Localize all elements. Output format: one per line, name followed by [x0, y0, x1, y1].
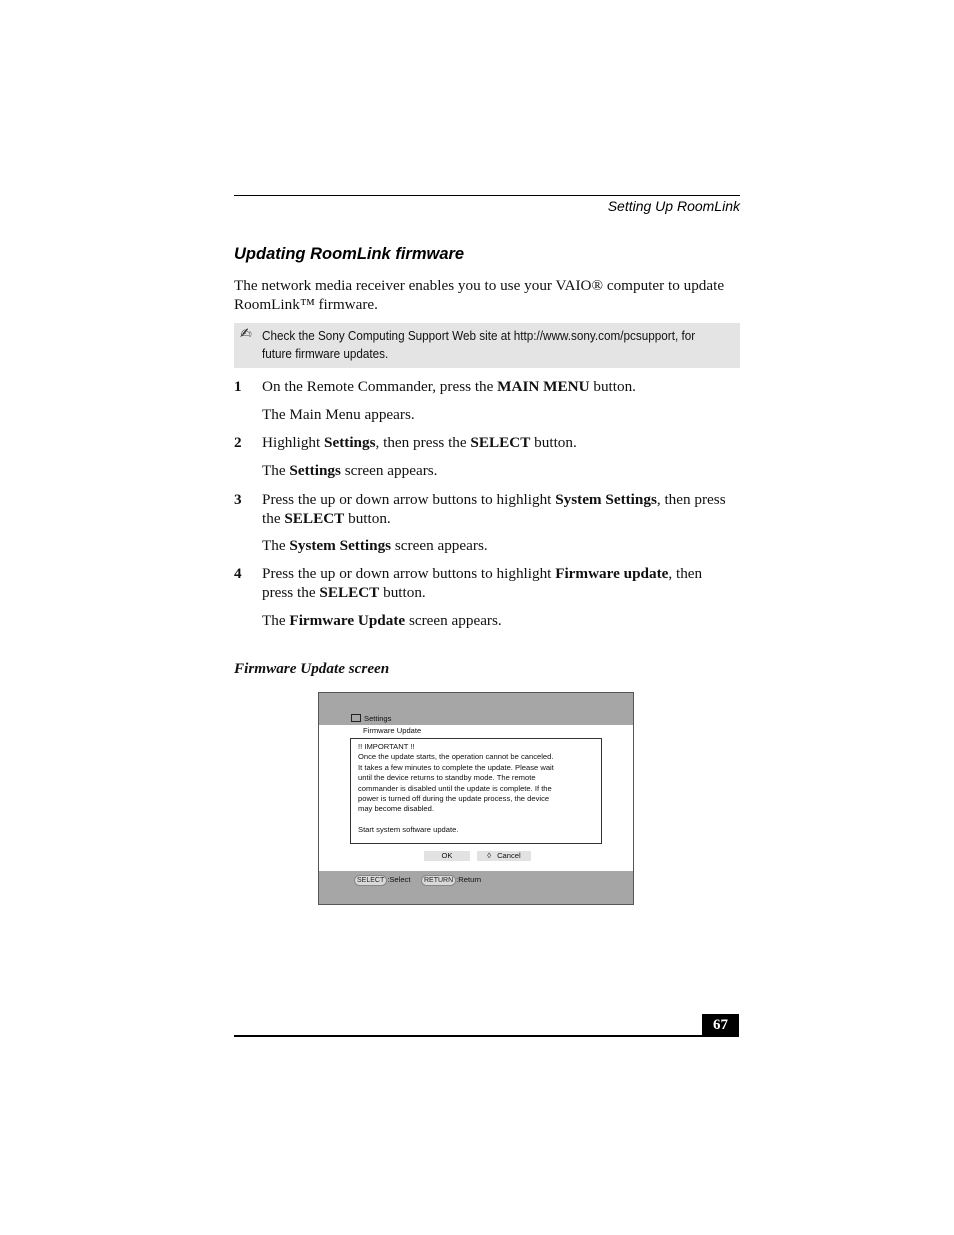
step-text-part: , then press — [656, 491, 726, 508]
step-text-part: screen appears. — [405, 612, 502, 629]
step-keyword: Settings — [289, 462, 341, 479]
ok-button[interactable]: OK — [424, 851, 470, 861]
toolbox-icon — [351, 714, 361, 722]
step-keyword: Firmware Update — [289, 612, 406, 629]
step-text-part: Highlight — [262, 434, 325, 451]
step-result — [262, 612, 742, 631]
speaker-icon: ◊ — [487, 851, 492, 860]
figure-caption: Firmware Update screen — [234, 660, 390, 677]
step-text-part: Press the up or down arrow buttons to highlight — [262, 491, 556, 508]
settings-label-text: Settings — [364, 714, 392, 723]
step-text — [262, 565, 742, 602]
step-result — [262, 537, 742, 556]
note-box — [234, 323, 740, 368]
dialog-line: It takes a few minutes to complete the update. Please wait — [358, 762, 554, 772]
step-text-part: The — [262, 462, 290, 479]
step-text-part: The — [262, 612, 290, 629]
step-text-part: screen appears. — [391, 537, 488, 554]
screen-settings-label — [351, 714, 391, 723]
step-keyword: SELECT — [470, 434, 531, 451]
dialog-line: power is turned off during the update process, the device — [358, 794, 550, 804]
running-header: Setting Up RoomLink — [607, 198, 740, 214]
firmware-update-screenshot — [318, 692, 634, 905]
step-number: 1 — [234, 378, 242, 395]
step-text-part: button. — [589, 378, 636, 395]
dialog-text — [358, 742, 594, 836]
note-line-1: Check the Sony Computing Support Web site at http://www.sony.com/pcsupport, for — [262, 329, 696, 343]
dialog-line: until the device returns to standby mode. The remote — [358, 773, 536, 783]
page-number: 67 — [702, 1014, 739, 1037]
step-text-part: Press the up or down arrow buttons to highlight — [262, 565, 556, 582]
return-hint — [421, 875, 481, 886]
step-text-part: button. — [530, 434, 577, 451]
return-pill: RETURN — [421, 875, 456, 886]
step-text-part: , then press the — [375, 434, 471, 451]
footer-rule — [234, 1035, 739, 1037]
step-text-part: screen appears. — [340, 462, 438, 479]
dialog-line: commander is disabled until the update is complete. If the — [358, 783, 552, 793]
step-keyword: Settings — [324, 434, 376, 451]
step-text-part: button. — [379, 583, 426, 601]
pencil-note-icon: ✍ — [240, 326, 252, 342]
step-result — [262, 462, 742, 481]
step-text-part: , then — [668, 565, 703, 582]
step-text-part: button. — [344, 509, 391, 527]
step-keyword: Firmware update — [555, 565, 669, 582]
intro-line-2: RoomLink™ firmware. — [234, 296, 378, 313]
cancel-label: Cancel — [497, 851, 521, 860]
select-hint — [354, 875, 410, 886]
step-text — [262, 491, 742, 528]
step-keyword: SELECT — [319, 583, 380, 601]
step-number: 3 — [234, 491, 242, 508]
step-text-part: press the — [262, 583, 320, 601]
step-keyword: SELECT — [284, 509, 345, 527]
screen-subtitle: Firmware Update — [363, 726, 422, 735]
section-title: Updating RoomLink firmware — [234, 245, 465, 263]
select-pill: SELECT — [354, 875, 387, 886]
header-rule — [234, 195, 740, 196]
note-text — [262, 327, 701, 363]
intro-line-1: The network media receiver enables you to use your VAIO® computer to update — [234, 277, 725, 294]
important-dialog — [350, 738, 602, 844]
intro-paragraph — [234, 276, 742, 314]
step-number: 2 — [234, 434, 242, 451]
dialog-line: Start system software update. — [358, 825, 459, 835]
step-keyword: System Settings — [289, 537, 392, 554]
select-hint-text: :Select — [387, 875, 411, 884]
step-number: 4 — [234, 565, 242, 582]
step-text — [262, 378, 742, 397]
step-text — [262, 434, 742, 453]
cancel-button[interactable] — [477, 851, 531, 861]
dialog-line: may become disabled. — [358, 804, 434, 814]
step-result: The Main Menu appears. — [262, 406, 415, 423]
dialog-line: Once the update starts, the operation cannot be canceled. — [358, 752, 554, 762]
step-text-part: The — [262, 537, 290, 554]
return-hint-text: :Return — [456, 875, 482, 884]
dialog-line: !! IMPORTANT !! — [358, 742, 415, 751]
dialog-line — [358, 815, 594, 825]
step-keyword: MAIN MENU — [497, 378, 590, 395]
note-line-2: future firmware updates. — [262, 347, 389, 361]
step-keyword: System Settings — [555, 491, 657, 508]
step-text-part: the — [262, 509, 285, 527]
step-text-part: On the Remote Commander, press the — [262, 378, 498, 395]
